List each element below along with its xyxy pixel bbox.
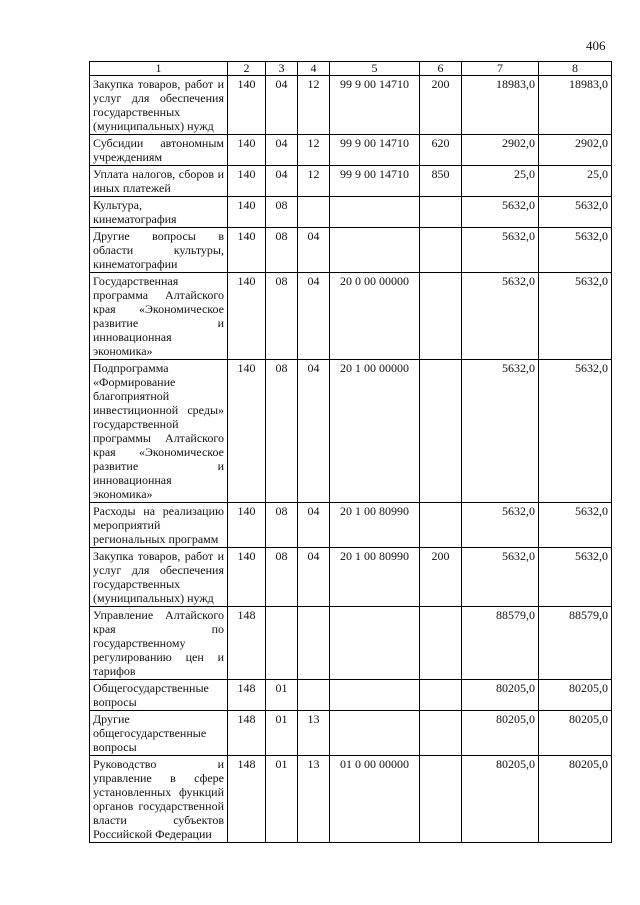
row-amount-2: 5632,0	[539, 503, 612, 548]
row-section: 01	[266, 756, 298, 843]
row-target: 99 9 00 14710	[330, 135, 420, 166]
row-expense-type	[420, 503, 462, 548]
row-amount: 18983,0	[462, 76, 539, 135]
row-target: 20 1 00 00000	[330, 360, 420, 503]
row-subsection: 12	[298, 166, 330, 197]
row-name: Другие вопросы в области культуры, кинематографии	[90, 228, 228, 273]
row-code: 148	[228, 607, 266, 680]
column-header: 4	[298, 62, 330, 76]
row-target	[330, 607, 420, 680]
row-section: 04	[266, 135, 298, 166]
column-header: 2	[228, 62, 266, 76]
row-subsection: 12	[298, 76, 330, 135]
row-code: 140	[228, 228, 266, 273]
row-amount-2: 88579,0	[539, 607, 612, 680]
row-name: Управление Алтайского края по государственному регулированию цен и тарифов	[90, 607, 228, 680]
row-target	[330, 680, 420, 711]
row-name: Закупка товаров, работ и услуг для обеспечения государственных (муниципальных) нужд	[90, 76, 228, 135]
row-subsection: 12	[298, 135, 330, 166]
row-name: Руководство и управление в сфере установленных функций органов государственной власти субъектов Российской Федерации	[90, 756, 228, 843]
row-name: Государственная программа Алтайского края «Экономическое развитие и инновационная экономика»	[90, 273, 228, 360]
row-amount-2: 5632,0	[539, 197, 612, 228]
row-amount: 80205,0	[462, 756, 539, 843]
row-expense-type	[420, 607, 462, 680]
row-subsection	[298, 680, 330, 711]
row-code: 148	[228, 711, 266, 756]
row-amount: 5632,0	[462, 503, 539, 548]
row-section: 08	[266, 273, 298, 360]
row-code: 140	[228, 503, 266, 548]
table-row	[90, 76, 612, 135]
row-name: Культура, кинематография	[90, 197, 228, 228]
row-expense-type	[420, 228, 462, 273]
column-header: 5	[330, 62, 420, 76]
row-code: 140	[228, 273, 266, 360]
row-code: 140	[228, 360, 266, 503]
row-code: 140	[228, 76, 266, 135]
row-subsection: 13	[298, 711, 330, 756]
row-target: 20 1 00 80990	[330, 503, 420, 548]
row-expense-type	[420, 756, 462, 843]
row-section: 08	[266, 360, 298, 503]
row-amount: 5632,0	[462, 548, 539, 607]
row-amount-2: 5632,0	[539, 548, 612, 607]
row-amount-2: 5632,0	[539, 273, 612, 360]
row-expense-type: 850	[420, 166, 462, 197]
column-header: 7	[462, 62, 539, 76]
row-expense-type: 200	[420, 76, 462, 135]
row-amount-2: 18983,0	[539, 76, 612, 135]
row-name: Другие общегосударственные вопросы	[90, 711, 228, 756]
row-subsection: 04	[298, 360, 330, 503]
header-row	[90, 62, 612, 76]
budget-table	[89, 61, 612, 843]
row-target: 01 0 00 00000	[330, 756, 420, 843]
page-number: 406	[586, 38, 606, 53]
row-section: 08	[266, 548, 298, 607]
row-code: 140	[228, 197, 266, 228]
row-amount-2: 2902,0	[539, 135, 612, 166]
row-name: Общегосударственные вопросы	[90, 680, 228, 711]
row-amount: 2902,0	[462, 135, 539, 166]
row-amount-2: 25,0	[539, 166, 612, 197]
row-amount: 88579,0	[462, 607, 539, 680]
table-row	[90, 756, 612, 843]
row-expense-type	[420, 360, 462, 503]
row-name: Подпрограмма «Формирование благоприятной инвестиционной среды» государственной программы Алтайского края «Экономическое развитие и инновационная экономика»	[90, 360, 228, 503]
row-amount: 5632,0	[462, 360, 539, 503]
row-expense-type	[420, 273, 462, 360]
row-section: 08	[266, 503, 298, 548]
row-section: 08	[266, 228, 298, 273]
row-expense-type	[420, 711, 462, 756]
column-header: 8	[539, 62, 612, 76]
row-section: 01	[266, 711, 298, 756]
row-expense-type: 200	[420, 548, 462, 607]
row-amount: 5632,0	[462, 228, 539, 273]
row-subsection	[298, 197, 330, 228]
row-section: 04	[266, 166, 298, 197]
row-target	[330, 711, 420, 756]
row-expense-type	[420, 197, 462, 228]
table-row	[90, 273, 612, 360]
row-subsection: 04	[298, 228, 330, 273]
row-amount: 5632,0	[462, 273, 539, 360]
row-subsection: 13	[298, 756, 330, 843]
row-target: 20 1 00 80990	[330, 548, 420, 607]
row-code: 148	[228, 756, 266, 843]
row-amount: 80205,0	[462, 711, 539, 756]
row-code: 140	[228, 166, 266, 197]
row-name: Уплата налогов, сборов и иных платежей	[90, 166, 228, 197]
row-amount-2: 80205,0	[539, 711, 612, 756]
table-row	[90, 711, 612, 756]
row-amount-2: 80205,0	[539, 680, 612, 711]
column-header: 3	[266, 62, 298, 76]
row-target	[330, 228, 420, 273]
table-row	[90, 548, 612, 607]
row-name: Субсидии автономным учреждениям	[90, 135, 228, 166]
row-subsection: 04	[298, 503, 330, 548]
row-subsection: 04	[298, 273, 330, 360]
table-row	[90, 680, 612, 711]
row-amount: 5632,0	[462, 197, 539, 228]
row-subsection	[298, 607, 330, 680]
row-target	[330, 197, 420, 228]
row-expense-type	[420, 680, 462, 711]
row-code: 140	[228, 548, 266, 607]
row-amount-2: 80205,0	[539, 756, 612, 843]
row-target: 20 0 00 00000	[330, 273, 420, 360]
row-subsection: 04	[298, 548, 330, 607]
table-row	[90, 607, 612, 680]
row-expense-type: 620	[420, 135, 462, 166]
row-target: 99 9 00 14710	[330, 166, 420, 197]
row-section: 01	[266, 680, 298, 711]
column-header: 6	[420, 62, 462, 76]
row-section	[266, 607, 298, 680]
row-section: 08	[266, 197, 298, 228]
row-code: 140	[228, 135, 266, 166]
row-name: Расходы на реализацию мероприятий региональных программ	[90, 503, 228, 548]
table-row	[90, 197, 612, 228]
row-code: 148	[228, 680, 266, 711]
row-target: 99 9 00 14710	[330, 76, 420, 135]
row-amount: 25,0	[462, 166, 539, 197]
row-name: Закупка товаров, работ и услуг для обеспечения государственных (муниципальных) нужд	[90, 548, 228, 607]
row-amount: 80205,0	[462, 680, 539, 711]
table-row	[90, 228, 612, 273]
table-row	[90, 166, 612, 197]
row-amount-2: 5632,0	[539, 360, 612, 503]
table-row	[90, 503, 612, 548]
row-section: 04	[266, 76, 298, 135]
row-amount-2: 5632,0	[539, 228, 612, 273]
column-header: 1	[90, 62, 228, 76]
table-row	[90, 360, 612, 503]
table-row	[90, 135, 612, 166]
